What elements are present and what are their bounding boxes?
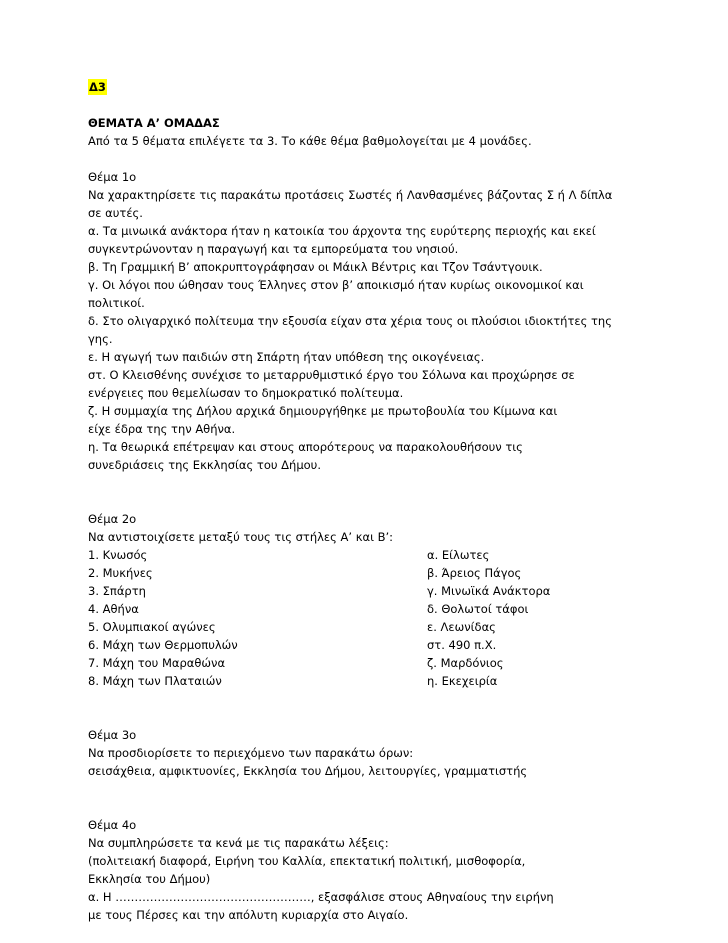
section-tag: Δ3: [89, 80, 106, 94]
column-b-item: στ. 490 π.Χ.: [427, 638, 497, 652]
column-b-item: η. Εκεχειρία: [427, 674, 498, 688]
matching-row: [88, 564, 648, 582]
theme1-item-line: στ. Ο Κλεισθένης συνέχισε το μεταρρυθμιστικό έργο του Σόλωνα και προχώρησε σε: [88, 368, 575, 382]
group-title: ΘΕΜΑΤΑ Α’ ΟΜΑΔΑΣ: [88, 116, 220, 130]
matching-row: [88, 546, 648, 564]
theme1-item-line: πολιτικοί.: [88, 296, 145, 310]
theme3-prompt: Να προσδιορίσετε το περιεχόμενο των παρακάτω όρων:: [88, 746, 414, 760]
theme1-item-line: ε. Η αγωγή των παιδιών στη Σπάρτη ήταν υπόθεση της οικογένειας.: [88, 350, 485, 364]
column-a-item: 8. Μάχη των Πλαταιών: [88, 674, 222, 688]
theme1-prompt-line: σε αυτές.: [88, 206, 143, 220]
matching-table: [88, 546, 648, 690]
column-a-item: 3. Σπάρτη: [88, 584, 146, 598]
column-b-item: β. Άρειος Πάγος: [427, 566, 522, 580]
column-a-item: 6. Μάχη των Θερμοπυλών: [88, 638, 238, 652]
column-b-item: ζ. Μαρδόνιος: [427, 656, 504, 670]
theme4-line: Να συμπληρώσετε τα κενά με τις παρακάτω λέξεις:: [88, 836, 389, 850]
column-a-item: 2. Μυκήνες: [88, 566, 153, 580]
theme1-title: Θέμα 1ο: [88, 170, 137, 184]
theme2-prompt: Να αντιστοιχίσετε μεταξύ τους τις στήλες Α’ και Β’:: [88, 530, 394, 544]
matching-row: [88, 636, 648, 654]
theme2-title: Θέμα 2ο: [88, 512, 137, 526]
theme1-item-line: συγκεντρώνονταν η παραγωγή και τα εμπορεύματα του νησιού.: [88, 242, 459, 256]
theme4-line: Εκκλησία του Δήμου): [88, 872, 211, 886]
theme1-item-line: β. Τη Γραμμική Β’ αποκρυπτογράφησαν οι Μάικλ Βέντρις και Τζον Τσάντγουικ.: [88, 260, 543, 274]
column-b-item: α. Είλωτες: [427, 548, 490, 562]
theme3-terms: σεισάχθεια, αμφικτυονίες, Εκκλησία του Δήμου, λειτουργίες, γραμματιστής: [88, 764, 528, 778]
theme1-prompt-line: Να χαρακτηρίσετε τις παρακάτω προτάσεις Σωστές ή Λανθασμένες βάζοντας Σ ή Λ δίπλα: [88, 188, 613, 202]
theme1-item-line: ζ. Η συμμαχία της Δήλου αρχικά δημιουργήθηκε με πρωτοβουλία του Κίμωνα και: [88, 404, 558, 418]
theme1-item-line: α. Τα μινωικά ανάκτορα ήταν η κατοικία του άρχοντα της ευρύτερης περιοχής και εκεί: [88, 224, 596, 238]
theme1-item-line: γ. Οι λόγοι που ώθησαν τους Έλληνες στον β’ αποικισμό ήταν κυρίως οικονομικοί και: [88, 278, 584, 292]
matching-row: [88, 600, 648, 618]
matching-row: [88, 618, 648, 636]
theme1-item-line: η. Τα θεωρικά επέτρεψαν και στους απορότερους να παρακολουθήσουν τις: [88, 440, 523, 454]
matching-row: [88, 672, 648, 690]
theme1-item-line: δ. Στο ολιγαρχικό πολίτευμα την εξουσία είχαν στα χέρια τους οι πλούσιοι ιδιοκτήτες της: [88, 314, 612, 328]
column-b-item: ε. Λεωνίδας: [427, 620, 496, 634]
theme1-item-line: συνεδριάσεις της Εκκλησίας του Δήμου.: [88, 458, 321, 472]
theme4-line: με τους Πέρσες και την απόλυτη κυριαρχία στο Αιγαίο.: [88, 908, 409, 922]
theme4-line: (πολιτειακή διαφορά, Ειρήνη του Καλλία, επεκτατική πολιτική, μισθοφορία,: [88, 854, 526, 868]
theme4-title: Θέμα 4ο: [88, 818, 137, 832]
column-b-item: δ. Θολωτοί τάφοι: [427, 602, 529, 616]
theme1-item-line: είχε έδρα της την Αθήνα.: [88, 422, 236, 436]
column-a-item: 7. Μάχη του Μαραθώνα: [88, 656, 226, 670]
theme4-line: α. Η ……………………………………………, εξασφάλισε στους Αθηναίους την ειρήνη: [88, 890, 554, 904]
document-page: [88, 78, 648, 924]
column-a-item: 4. Αθήνα: [88, 602, 139, 616]
column-a-item: 1. Κνωσός: [88, 548, 148, 562]
instructions: Από τα 5 θέματα επιλέγετε τα 3. Το κάθε θέμα βαθμολογείται με 4 μονάδες.: [88, 134, 532, 148]
theme3-title: Θέμα 3ο: [88, 728, 137, 742]
column-b-item: γ. Μινωϊκά Ανάκτορα: [427, 584, 551, 598]
theme1-item-line: γης.: [88, 332, 113, 346]
theme1-item-line: ενέργειες που θεμελίωσαν το δημοκρατικό πολίτευμα.: [88, 386, 404, 400]
matching-row: [88, 654, 648, 672]
column-a-item: 5. Ολυμπιακοί αγώνες: [88, 620, 216, 634]
matching-row: [88, 582, 648, 600]
